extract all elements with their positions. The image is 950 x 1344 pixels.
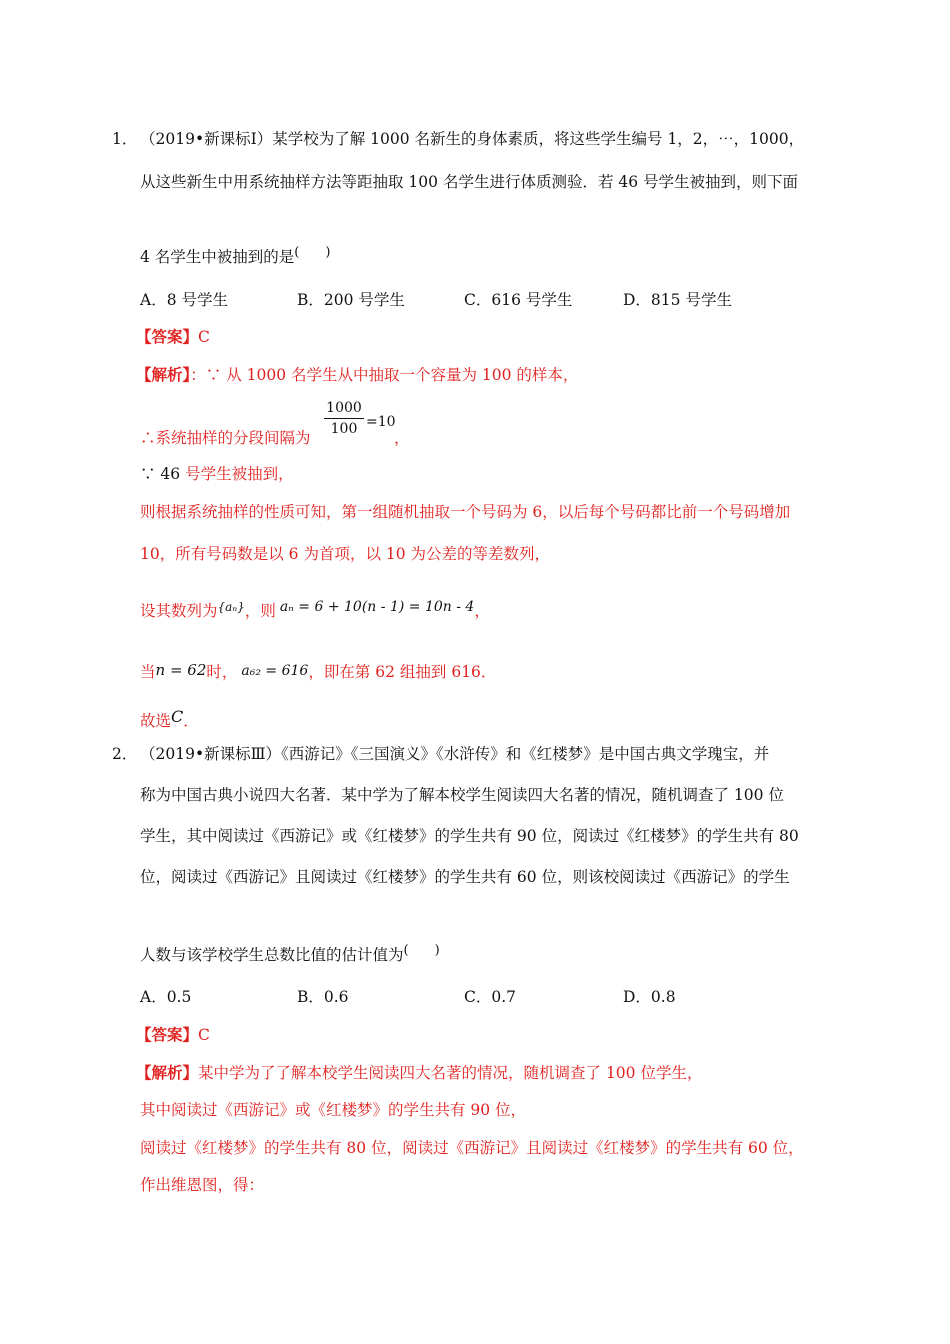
question-1-stem-end: 4 名学生中被抽到的是 <box>140 248 295 266</box>
question-2-text-line-5 <box>140 941 440 965</box>
analysis-tag: 【解析】 <box>136 1063 199 1082</box>
q1-option-d: D．815 号学生 <box>623 291 732 309</box>
q2-analysis-line-2: 其中阅读过《西游记》或《红楼梦》的学生共有 90 位， <box>140 1101 527 1119</box>
q2-option-a: A．0.5 <box>140 988 192 1006</box>
period: ． <box>183 712 199 730</box>
answer-tag: 【答案】 <box>136 1025 199 1044</box>
choice-letter: C <box>171 707 184 726</box>
question-1-number: 1． <box>112 130 138 148</box>
answer-value: C <box>198 328 210 346</box>
q1-analysis-line-3 <box>140 464 294 484</box>
question-1-text-line-3 <box>140 243 330 267</box>
question-2-number: 2． <box>112 745 138 763</box>
conclusion-text: ，即在第 62 组抽到 616． <box>308 663 497 681</box>
choose-text: 故选 <box>140 712 172 730</box>
question-2-stem-end: 人数与该学校学生总数比值的估计值为 <box>140 946 404 964</box>
analysis-text: ：∵ 从 1000 名学生从中抽取一个容量为 100 的样本， <box>190 366 579 384</box>
time-text: 时， <box>206 663 238 681</box>
number-46: ∵ 46 <box>140 465 181 483</box>
interval-text: ∴系统抽样的分段间隔为 <box>140 429 311 447</box>
q1-option-c: C．616 号学生 <box>464 291 573 309</box>
comma: ， <box>394 429 410 447</box>
fraction-result: =10 <box>366 414 396 430</box>
q2-analysis-line-1 <box>136 1063 702 1083</box>
q2-option-c: C．0.7 <box>464 988 517 1006</box>
then-text: ，则 <box>244 602 276 620</box>
fraction-denominator: 100 <box>330 421 358 437</box>
q1-analysis-line-1 <box>136 365 578 385</box>
q2-option-b: B．0.6 <box>297 988 349 1006</box>
q2-answer <box>136 1025 210 1045</box>
question-2-text-line-4: 位，阅读过《西游记》且阅读过《红楼梦》的学生共有 60 位，则该校阅读过《西游记》的学生 <box>140 868 790 886</box>
general-term-formula: aₙ = 6 + 10(n - 1) = 10n - 4 <box>279 599 475 615</box>
q1-analysis-line-2 <box>140 428 311 448</box>
fraction-bar <box>324 418 364 419</box>
answer-paren: ( ) <box>294 245 331 260</box>
q1-analysis-line-7 <box>140 660 496 682</box>
q1-option-a: A．8 号学生 <box>140 291 228 309</box>
term-value: a₆₂ = 616 <box>241 663 309 679</box>
question-2-text-line-2: 称为中国古典小说四大名著．某中学为了解本校学生阅读四大名著的情况，随机调查了 100 位 <box>140 786 784 804</box>
analysis-text: 某中学为了了解本校学生阅读四大名著的情况，随机调查了 100 位学生， <box>198 1064 703 1082</box>
q1-analysis-line-6 <box>140 597 490 621</box>
q2-option-d: D．0.8 <box>623 988 676 1006</box>
q1-analysis-line-5: 10，所有号码数是以 6 为首项，以 10 为公差的等差数列， <box>140 545 551 563</box>
answer-tag: 【答案】 <box>136 327 199 346</box>
q1-answer <box>136 327 210 347</box>
fraction-numerator: 1000 <box>326 400 362 416</box>
sequence-label: 设其数列为 <box>140 602 218 620</box>
question-1-text-line-2: 从这些新生中用系统抽样方法等距抽取 100 名学生进行体质测验．若 46 号学生被抽到，则下面 <box>140 173 799 191</box>
answer-paren: ( ) <box>403 943 440 958</box>
question-2-text-line-3: 学生，其中阅读过《西游记》或《红楼梦》的学生共有 90 位，阅读过《红楼梦》的学生共有 80 <box>140 827 799 845</box>
analysis-tag: 【解析】 <box>136 365 191 384</box>
q1-analysis-line-8 <box>140 707 199 731</box>
sequence-symbol: {aₙ} <box>217 600 245 614</box>
answer-value: C <box>198 1026 210 1044</box>
drawn-text: 号学生被抽到， <box>180 465 294 483</box>
question-2-text-line-1: （2019•新课标Ⅲ）《西游记》《三国演义》《水浒传》和《红楼梦》是中国古典文学瑰宝，并 <box>140 745 770 763</box>
q1-option-b: B．200 号学生 <box>297 291 405 309</box>
q2-analysis-line-4: 作出维恩图，得： <box>140 1176 265 1194</box>
comma: ， <box>474 602 490 620</box>
q1-analysis-line-4: 则根据系统抽样的性质可知，第一组随机抽取一个号码为 6，以后每个号码都比前一个号码增加 <box>140 503 791 521</box>
when-text: 当 <box>140 663 156 681</box>
question-1-text-line-1: （2019•新课标Ⅰ）某学校为了解 1000 名新生的身体素质，将这些学生编号 1，2，⋯，1000， <box>140 130 805 148</box>
n-value: n = 62 <box>155 661 207 679</box>
fraction <box>324 400 364 437</box>
q2-analysis-line-3: 阅读过《红楼梦》的学生共有 80 位，阅读过《西游记》且阅读过《红楼梦》的学生共有 60 位， <box>140 1139 804 1157</box>
